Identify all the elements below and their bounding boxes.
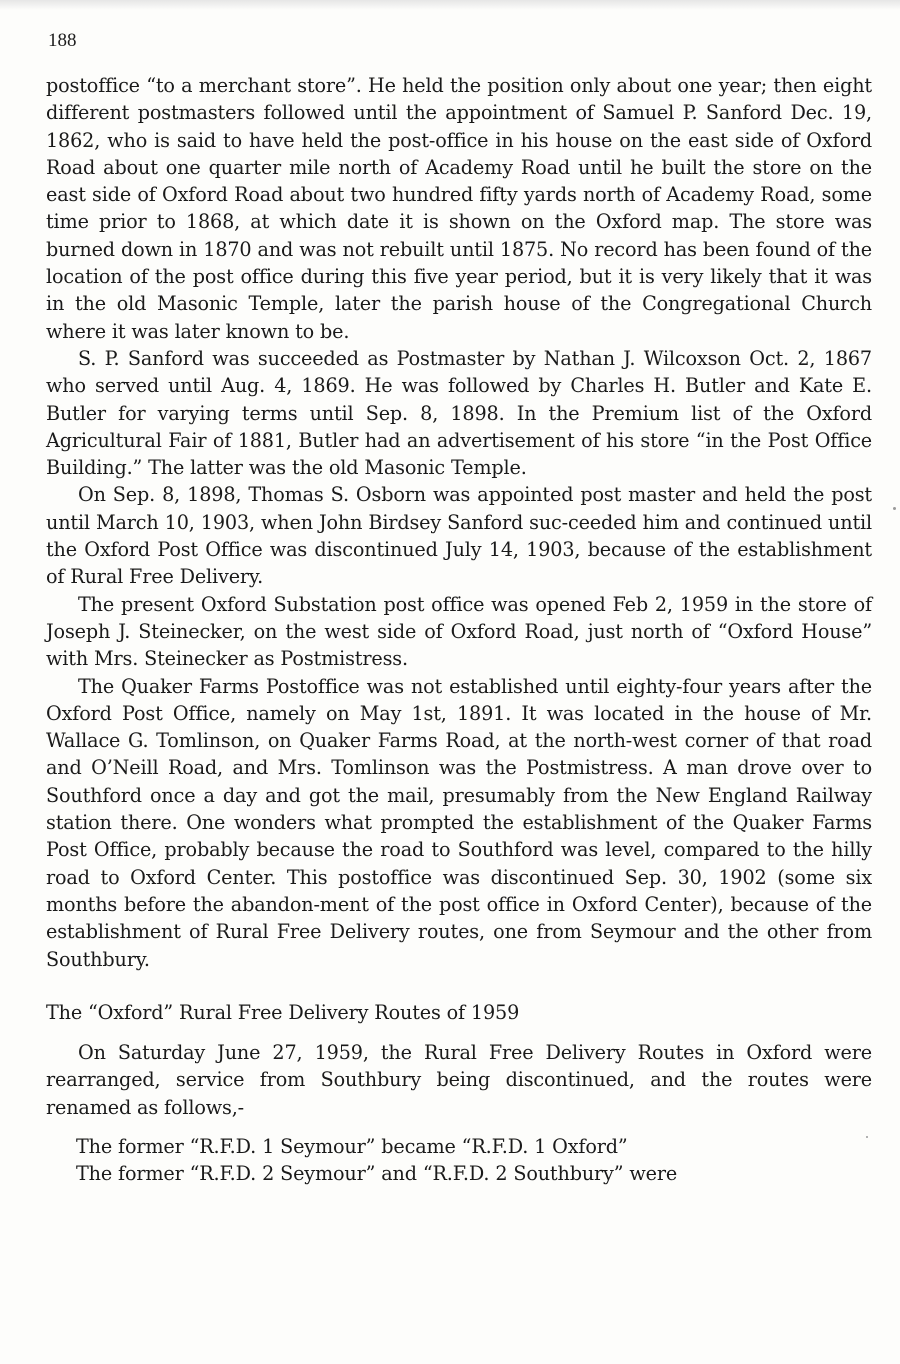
page-number: 188 bbox=[48, 30, 77, 51]
scan-speck bbox=[866, 1136, 868, 1138]
paragraph-postmasters: S. P. Sanford was succeeded as Postmaster by Nathan J. Wilcoxson Oct. 2, 1867 who served until Aug. 4, 1869. He was followed by Charles H. Butler and Kate E. Butler for varying terms until Sep. 8, 1898. In the Premium list of the Oxford Agricultural Fair of 1881, Butler had an advertisement of his store “in the Post Office Building.” The latter was the old Masonic Temple. bbox=[46, 346, 872, 480]
scan-speck bbox=[893, 507, 896, 510]
paragraph-substation: The present Oxford Substation post office was opened Feb 2, 1959 in the store of Joseph J. Steinecker, on the west side of Oxford Road, just north of “Oxford House” with Mrs. Steinecker as Postmistress. bbox=[46, 592, 872, 671]
paragraph-quaker-farms: The Quaker Farms Postoffice was not established until eighty-four years after the Oxford Post Office, namely on May 1st, 1891. It was located in the house of Mr. Wallace G. Tomlinson, on Quaker Farms Road, at the north-west corner of that road and O’Neill Road, and Mrs. Tomlinson was the Postmistress. A man drove over to Southford once a day and got the mail, presumably from the New England Railway station there. One wonders what prompted the establishment of the Quaker Farms Post Office, probably because the road to Southford was level, compared to the hilly road to Oxford Center. This postoffice was discontinued Sep. 30, 1902 (some six months before the abandon-ment of the post office in Oxford Center), because of the establishment of Rural Free Delivery routes, one from Seymour and the other from Southbury. bbox=[46, 674, 872, 971]
scan-edge-shadow bbox=[0, 0, 900, 10]
spacer bbox=[46, 1121, 872, 1133]
route-line: The former “R.F.D. 1 Seymour” became “R.F.D. 1 Oxford” bbox=[76, 1134, 628, 1158]
paragraph-sanford-postoffice: postoffice “to a merchant store”. He held the position only about one year; then eight different postmasters followed until the appointment of Samuel P. Sanford Dec. 19, 1862, who is said to have held the post-office in his house on the east side of Oxford Road about one quarter mile north of Academy Road until he built the store on the east side of Oxford Road about two hundred fifty yards north of Academy Road, some time prior to 1868, at which date it is shown on the Oxford map. The store was burned down in 1870 and was not rebuilt until 1875. No record has been found of the location of the post office during this five year period, but it is very likely that it was in the old Masonic Temple, later the parish house of the Congregational Church where it was later known to be. bbox=[46, 74, 872, 343]
body-text bbox=[46, 72, 872, 1188]
route-line: The former “R.F.D. 2 Seymour” and “R.F.D. 2 Southbury” were bbox=[76, 1162, 678, 1186]
section-heading: The “Oxford” Rural Free Delivery Routes of 1959 bbox=[46, 1000, 520, 1024]
paragraph-rfd-1959: On Saturday June 27, 1959, the Rural Free Delivery Routes in Oxford were rearranged, service from Southbury being discontinued, and the routes were renamed as follows,- bbox=[46, 1041, 872, 1119]
paragraph-osborn: On Sep. 8, 1898, Thomas S. Osborn was appointed post master and held the post until March 10, 1903, when John Birdsey Sanford suc-ceeded him and continued until the Oxford Post Office was discontinued July 14, 1903, because of the establishment of Rural Free Delivery. bbox=[46, 483, 872, 589]
